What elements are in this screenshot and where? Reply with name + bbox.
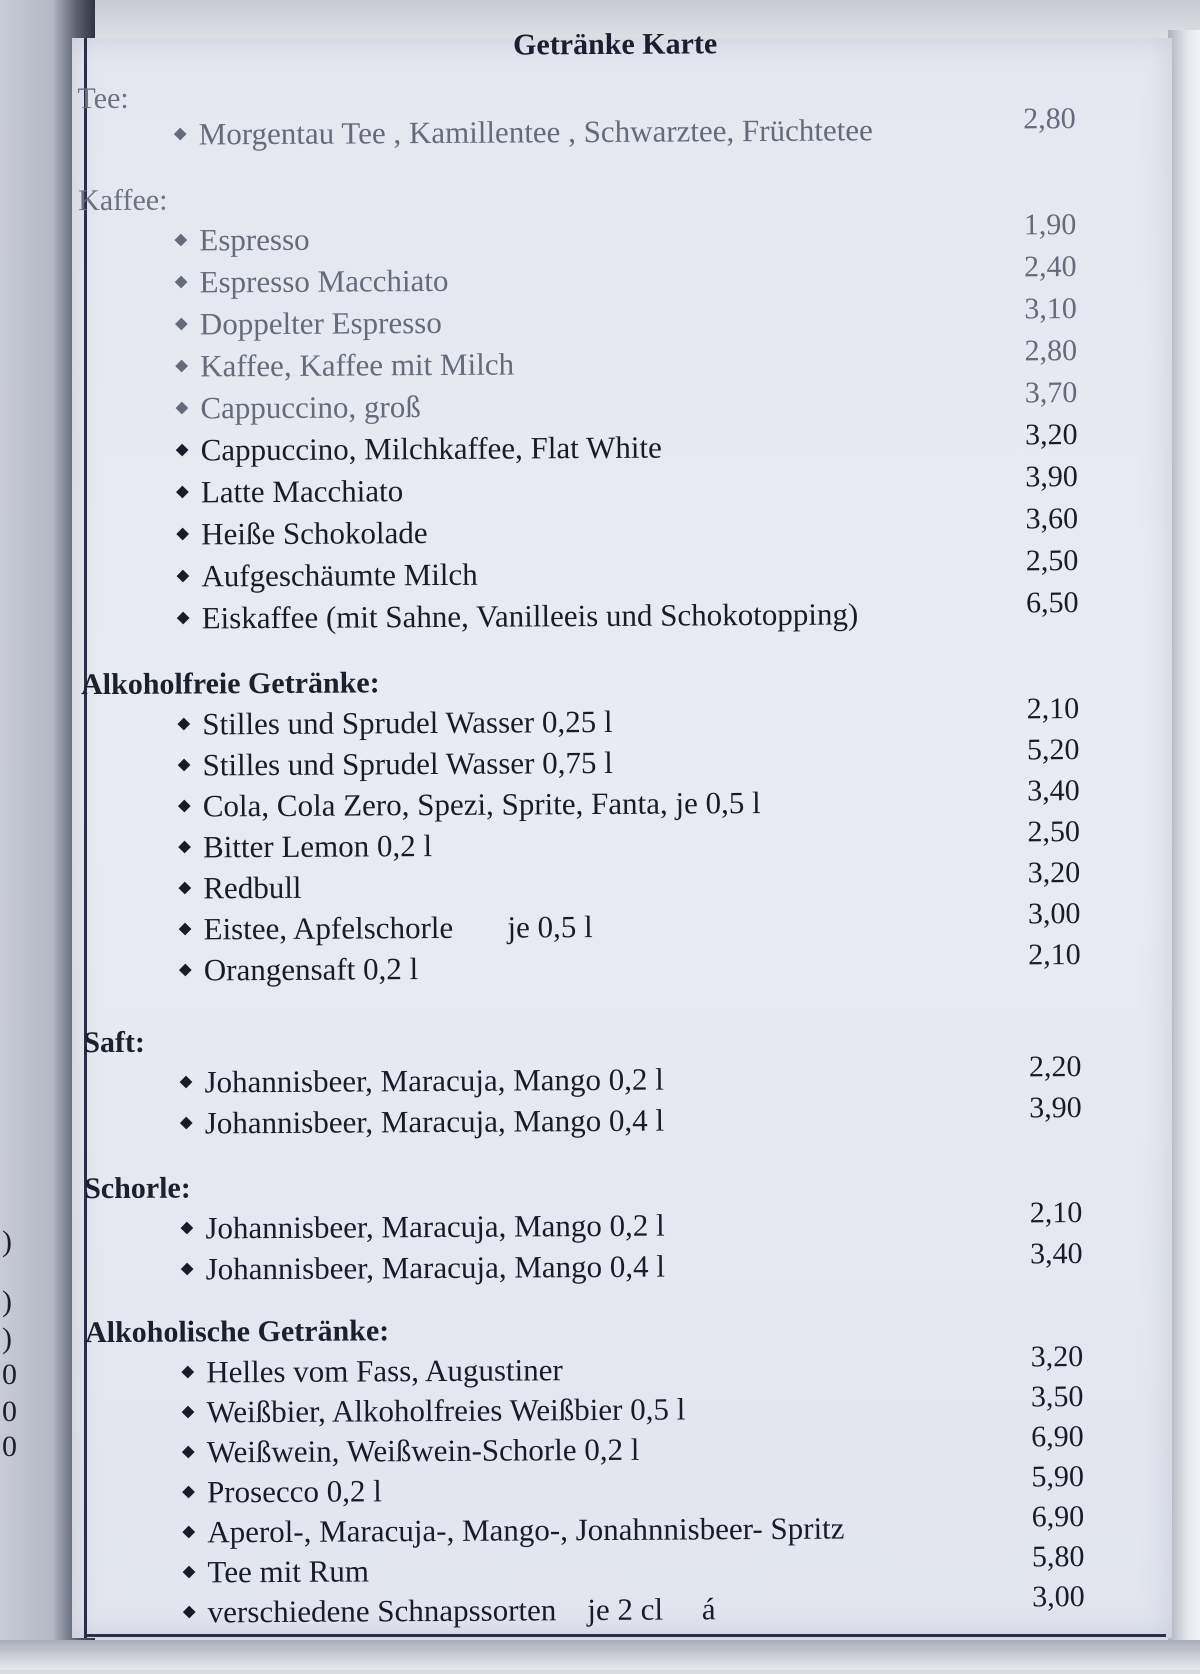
menu-item: Stilles und Sprudel Wasser 0,75 l 5,20 [179, 740, 1079, 785]
section-heading-kaffee: Kaffee: [78, 183, 168, 218]
edge-digit: 0 [2, 1395, 17, 1428]
item-price: 6,90 [1031, 1500, 1085, 1534]
item-price: 2,10 [1026, 692, 1080, 726]
item-price: 2,50 [1025, 544, 1079, 578]
menu-item: Redbull 3,20 [180, 863, 1080, 908]
menu-item: Johannisbeer, Maracuja, Mango 0,2 l 2,10 [182, 1203, 1082, 1248]
menu-item: Kaffee, Kaffee mit Milch 2,80 [177, 341, 1077, 386]
bullet-icon [178, 759, 191, 772]
bullet-icon [182, 1406, 195, 1419]
menu-item: Latte Macchiato 3,90 [178, 467, 1078, 512]
menu-item: Orangensaft 0,2 l 2,10 [181, 945, 1081, 990]
bullet-icon [179, 923, 192, 936]
bullet-icon [177, 570, 190, 583]
item-price: 5,80 [1031, 1540, 1085, 1574]
menu-item: Helles vom Fass, Augustiner 3,20 [183, 1347, 1083, 1392]
bullet-icon [175, 276, 188, 289]
bullet-icon [181, 1263, 194, 1276]
bullet-icon [181, 1366, 194, 1379]
item-price: 3,20 [1030, 1340, 1084, 1374]
item-price: 3,50 [1030, 1380, 1084, 1414]
item-price: 2,80 [1023, 102, 1076, 136]
bullet-icon [180, 1117, 193, 1130]
bullet-icon [178, 882, 191, 895]
menu-item: Weißbier, Alkoholfreies Weißbier 0,5 l 3,50 [183, 1387, 1083, 1432]
bullet-icon [176, 486, 189, 499]
item-price: 3,40 [1027, 774, 1080, 808]
bullet-icon [175, 318, 188, 331]
edge-digit: 0 [2, 1430, 17, 1463]
menu-item: Cappuccino, Milchkaffee, Flat White 3,20 [178, 425, 1078, 470]
bullet-icon [175, 360, 188, 373]
item-price: 2,10 [1029, 1196, 1083, 1230]
item-price: 5,20 [1026, 733, 1080, 767]
bullet-icon [174, 128, 187, 141]
item-price: 3,90 [1025, 460, 1078, 494]
menu-item: Stilles und Sprudel Wasser 0,25 l 2,10 [179, 699, 1079, 744]
item-price: 1,90 [1023, 208, 1077, 242]
item-price: 3,90 [1029, 1091, 1082, 1125]
item-price: 6,90 [1031, 1420, 1084, 1454]
menu-item: Bitter Lemon 0,2 l 2,50 [180, 822, 1080, 867]
menu-item: Prosecco 0,2 l 5,90 [184, 1467, 1084, 1512]
item-price: 2,40 [1023, 250, 1077, 284]
section-heading-schorle: Schorle: [84, 1171, 191, 1206]
item-price: 2,10 [1028, 938, 1081, 972]
bullet-icon [183, 1606, 196, 1619]
menu-title: Getränke Karte [513, 27, 718, 62]
bullet-icon [176, 528, 189, 541]
item-price: 3,70 [1024, 376, 1078, 410]
bullet-icon [174, 234, 187, 247]
section-heading-alkoholische-getraenke: Alkoholische Getränke: [84, 1314, 390, 1350]
edge-digit: ) [2, 1285, 12, 1318]
bullet-icon [183, 1566, 196, 1579]
item-price: 3,40 [1029, 1237, 1083, 1271]
bullet-icon [181, 1222, 194, 1235]
menu-item: Cola, Cola Zero, Spezi, Sprite, Fanta, je 0,5 l 3,40 [180, 781, 1080, 826]
bullet-icon [182, 1526, 195, 1539]
item-price: 3,00 [1032, 1580, 1085, 1614]
item-price: 3,20 [1027, 856, 1081, 890]
menu-item: Tee mit Rum 5,80 [184, 1547, 1084, 1592]
section-heading-alkoholfreie-getraenke: Alkoholfreie Getränke: [80, 666, 380, 702]
menu-item: Espresso Macchiato 2,40 [176, 257, 1076, 302]
edge-digit: 0 [2, 1358, 17, 1391]
menu-item: Eiskaffee (mit Sahne, Vanilleeis und Schokotopping) 6,50 [179, 593, 1079, 638]
bullet-icon [179, 964, 192, 977]
edge-digit: ) [2, 1225, 12, 1258]
item-price: 5,90 [1031, 1460, 1085, 1494]
bullet-icon [178, 800, 191, 813]
bullet-icon [176, 444, 189, 457]
menu-item: Eistee, Apfelschorle je 0,5 l 3,00 [180, 904, 1080, 949]
menu-item: Aufgeschäumte Milch 2,50 [178, 551, 1078, 596]
item-price: 2,20 [1028, 1050, 1082, 1084]
item-price: 6,50 [1025, 586, 1079, 620]
menu-item: Espresso 1,90 [176, 215, 1076, 260]
menu-item: Heiße Schokolade 3,60 [178, 509, 1078, 554]
edge-digit: ) [2, 1322, 12, 1355]
bullet-icon [182, 1446, 195, 1459]
menu-item: Cappuccino, groß 3,70 [177, 383, 1077, 428]
bullet-icon [177, 612, 190, 625]
menu-item: Johannisbeer, Maracuja, Mango 0,2 l 2,20 [181, 1057, 1081, 1102]
menu-item: Johannisbeer, Maracuja, Mango 0,4 l 3,90 [182, 1098, 1082, 1143]
menu-item: Morgentau Tee , Kamillentee , Schwarztee, Früchtetee 2,80 [176, 109, 1076, 154]
item-price: 2,50 [1027, 815, 1081, 849]
menu-item: verschiedene Schnapssorten je 2 cl á 3,00 [185, 1587, 1085, 1632]
bullet-icon [178, 841, 191, 854]
item-price: 3,60 [1025, 502, 1079, 536]
section-heading-tee: Tee: [77, 81, 129, 116]
menu-item: Johannisbeer, Maracuja, Mango 0,4 l 3,40 [183, 1244, 1083, 1289]
menu-item: Doppelter Espresso 3,10 [177, 299, 1077, 344]
menu-item: Aperol-, Maracuja-, Mango-, Jonahnnisbeer- Spritz 6,90 [184, 1507, 1084, 1552]
bullet-icon [177, 718, 190, 731]
bullet-icon [176, 402, 189, 415]
item-price: 3,00 [1027, 897, 1081, 931]
bullet-icon [182, 1486, 195, 1499]
bullet-icon [180, 1076, 193, 1089]
item-price: 2,80 [1024, 334, 1078, 368]
section-heading-saft: Saft: [83, 1025, 146, 1060]
item-price: 3,20 [1024, 418, 1078, 452]
item-price: 3,10 [1024, 292, 1077, 326]
menu-item: Weißwein, Weißwein-Schorle 0,2 l 6,90 [184, 1427, 1084, 1472]
